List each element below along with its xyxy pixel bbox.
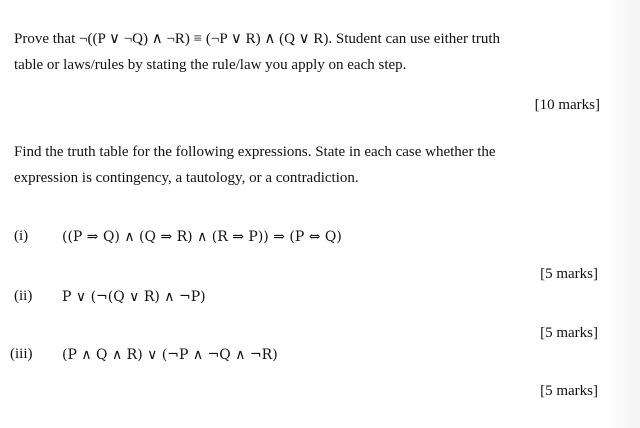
truth-table-instructions xyxy=(14,139,602,191)
question-marks-i: [5 marks] xyxy=(540,266,598,282)
proof-question-line-1: Prove that ¬((P ∨ ¬Q) ∧ ¬R) ≡ (¬P ∨ R) ∧ (Q ∨ R). Student can use either truth xyxy=(14,31,501,47)
proof-question-marks: [10 marks] xyxy=(534,97,600,113)
question-label-ii: (ii) xyxy=(14,288,33,304)
instructions-line-1: Find the truth table for the following expressions. State in each case whether the xyxy=(14,144,496,160)
question-expression-ii: P ∨ (¬(Q ∨ R) ∧ ¬P) xyxy=(62,289,206,305)
question-label-iii: (iii) xyxy=(10,346,33,362)
question-expression-iii: (P ∧ Q ∧ R) ∨ (¬P ∧ ¬Q ∧ ¬R) xyxy=(62,347,278,363)
proof-question-line-2: table or laws/rules by stating the rule/law you apply on each step. xyxy=(14,57,407,73)
question-label-i: (i) xyxy=(14,228,29,244)
proof-question xyxy=(14,26,602,78)
question-marks-iii: [5 marks] xyxy=(540,383,598,399)
page-edge-shade xyxy=(606,0,640,428)
question-expression-i: ((P ⇒ Q) ∧ (Q ⇒ R) ∧ (R ⇒ P)) ⇒ (P ⇔ Q) xyxy=(62,229,342,245)
instructions-line-2: expression is contingency, a tautology, or a contradiction. xyxy=(14,170,359,186)
question-marks-ii: [5 marks] xyxy=(540,325,598,341)
